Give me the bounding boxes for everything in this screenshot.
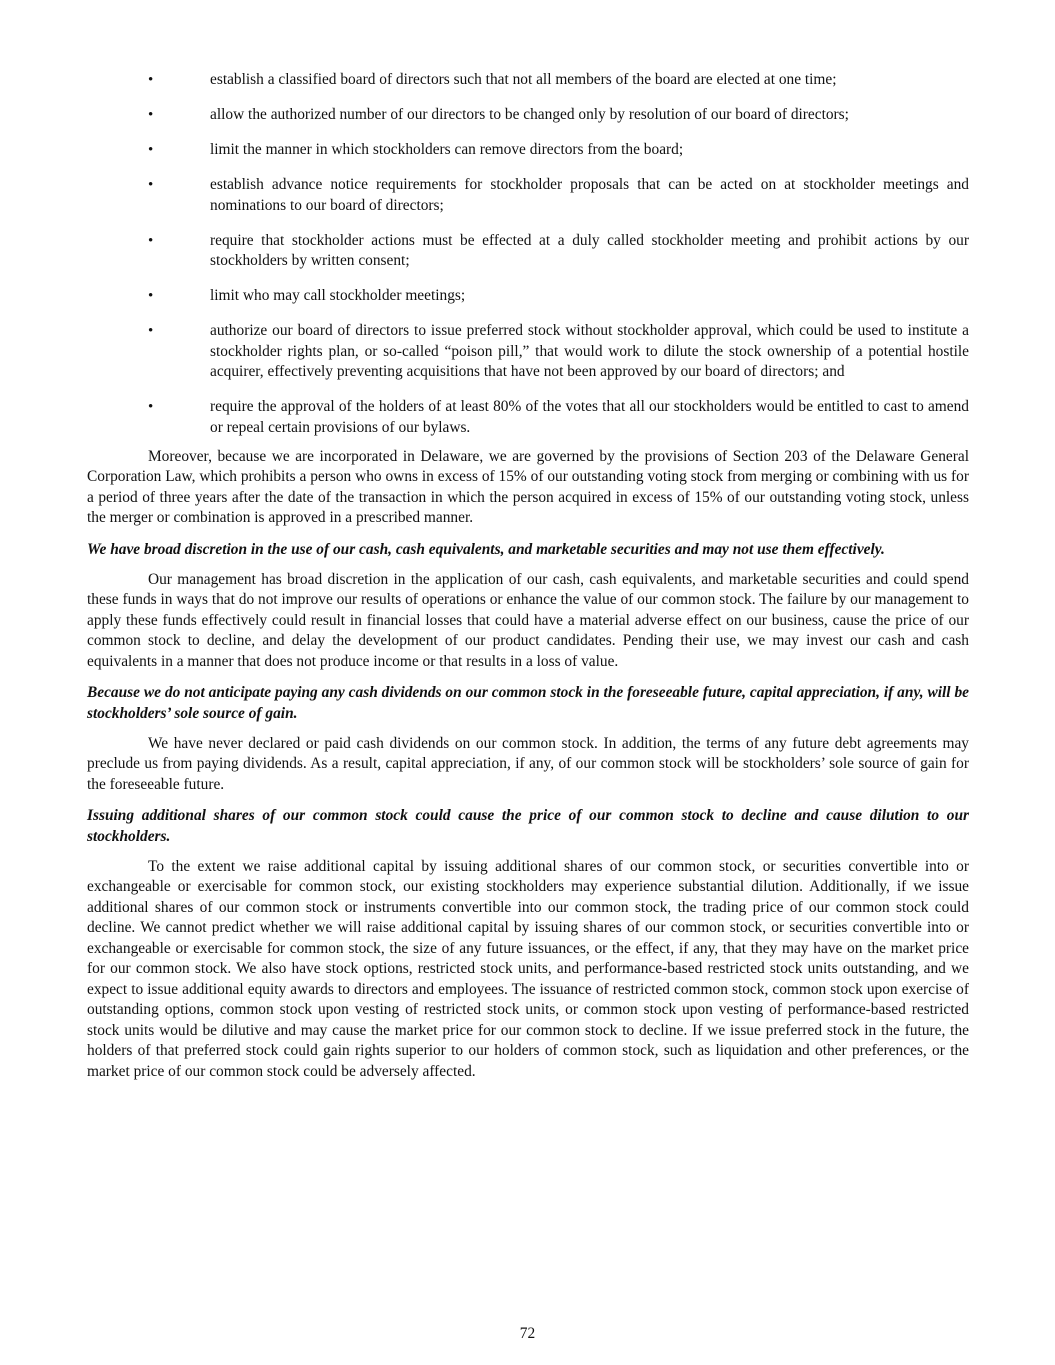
page-number: 72 xyxy=(519,1325,536,1342)
list-item-text: require that stockholder actions must be effected at a duly called stockholder meeting and prohibit actions by our stockholders by written consent; xyxy=(210,231,969,269)
bullet-icon: • xyxy=(148,399,154,415)
bullet-icon: • xyxy=(148,232,154,249)
bullet-icon: • xyxy=(148,177,154,193)
section-body-dividends: We have never declared or paid cash dividends on our common stock. In addition, the terms of any future debt agreements may preclude us from paying dividends. As a result, capital appreciation, if any, of our common stock will be stockholders’ sole source of gain for the foreseeable future. xyxy=(87,734,969,793)
list-item xyxy=(87,231,969,272)
list-item-text: authorize our board of directors to issue preferred stock without stockholder approval, which could be used to institute a stockholder rights plan, or so-called “poison pill,” that would work to dilute the stock ownership of a potential hostile acquirer, effectively preventing acquisitions that have not been approved by our board of directors; and xyxy=(210,322,969,380)
delaware-law-paragraph: Moreover, because we are incorporated in Delaware, we are governed by the provisions of Section 203 of the Delaware General Corporation Law, which prohibits a person who owns in excess of 15% of our outstanding voting stock from merging or combining with us for a period of three years after the date of the transaction in which the person acquired in excess of 15% of our outstanding voting stock, unless the merger or combination is approved in a prescribed manner. xyxy=(87,447,969,526)
list-item-text: allow the authorized number of our directors to be changed only by resolution of our board of directors; xyxy=(210,106,849,123)
bullet-icon: • xyxy=(148,72,154,88)
anti-takeover-provisions-list xyxy=(87,70,969,438)
bullet-icon: • xyxy=(148,323,154,339)
list-item xyxy=(87,286,969,307)
list-item-text: require the approval of the holders of at least 80% of the votes that all our stockholders would be entitled to cast to amend or repeal certain provisions of our bylaws. xyxy=(210,398,969,436)
bullet-icon: • xyxy=(148,288,154,304)
list-item-text: limit who may call stockholder meetings; xyxy=(210,287,466,304)
section-heading-broad-discretion: We have broad discretion in the use of our cash, cash equivalents, and marketable securities and may not use them effectively. xyxy=(87,540,885,558)
bullet-icon: • xyxy=(148,107,154,123)
list-item-text: limit the manner in which stockholders can remove directors from the board; xyxy=(210,141,684,158)
list-item xyxy=(87,321,969,383)
list-item xyxy=(87,105,969,126)
section-heading-dilution: Issuing additional shares of our common stock could cause the price of our common stock to decline and cause dilution to our stockholders. xyxy=(87,807,969,845)
section-heading-dividends: Because we do not anticipate paying any cash dividends on our common stock in the foreseeable future, capital appreciation, if any, will be stockholders’ sole source of gain. xyxy=(87,684,969,722)
list-item-text: establish advance notice requirements for stockholder proposals that can be acted on at stockholder meetings and nominations to our board of directors; xyxy=(210,176,969,214)
list-item xyxy=(87,397,969,438)
list-item xyxy=(87,70,969,91)
list-item xyxy=(87,140,969,161)
bullet-icon: • xyxy=(148,142,154,158)
section-body-broad-discretion: Our management has broad discretion in the application of our cash, cash equivalents, and marketable securities and could spend these funds in ways that do not improve our results of operations or enhance the value of our common stock. The failure by our management to apply these funds effectively could result in financial losses that could have a material adverse effect on our business, cause the price of our common stock to decline, and delay the development of our product candidates. Pending their use, we may invest our cash and cash equivalents in a manner that does not produce income or that results in a loss of value. xyxy=(87,570,969,670)
list-item xyxy=(87,175,969,216)
document-page xyxy=(87,70,969,1093)
section-body-dilution: To the extent we raise additional capital by issuing additional shares of our common stock, or securities convertible into or exchangeable or exercisable for common stock, our existing stockholders may experience substantial dilution. Additionally, if we issue additional shares of our common stock or instruments convertible into our common stock, the trading price of our common stock could decline. We cannot predict whether we will raise additional capital by issuing shares of our common stock, or securities convertible into or exchangeable or exercisable for common stock, the size of any future issuances, or the effect, if any, that they may have on the market price for our common stock. We also have stock options, restricted stock units, and performance-based restricted stock units outstanding, and we expect to issue additional equity awards to directors and employees. The issuance of restricted common stock, common stock upon exercise of outstanding options, common stock upon vesting of restricted stock units, or common stock upon vesting of performance-based restricted stock units would be dilutive and may cause the market price for our common stock to decline. If we issue preferred stock in the future, the holders of that preferred stock could gain rights superior to our holders of common stock, such as liquidation and other preferences, or the market price of our common stock could be adversely affected. xyxy=(87,857,969,1080)
list-item-text: establish a classified board of directors such that not all members of the board are elected at one time; xyxy=(210,71,837,88)
